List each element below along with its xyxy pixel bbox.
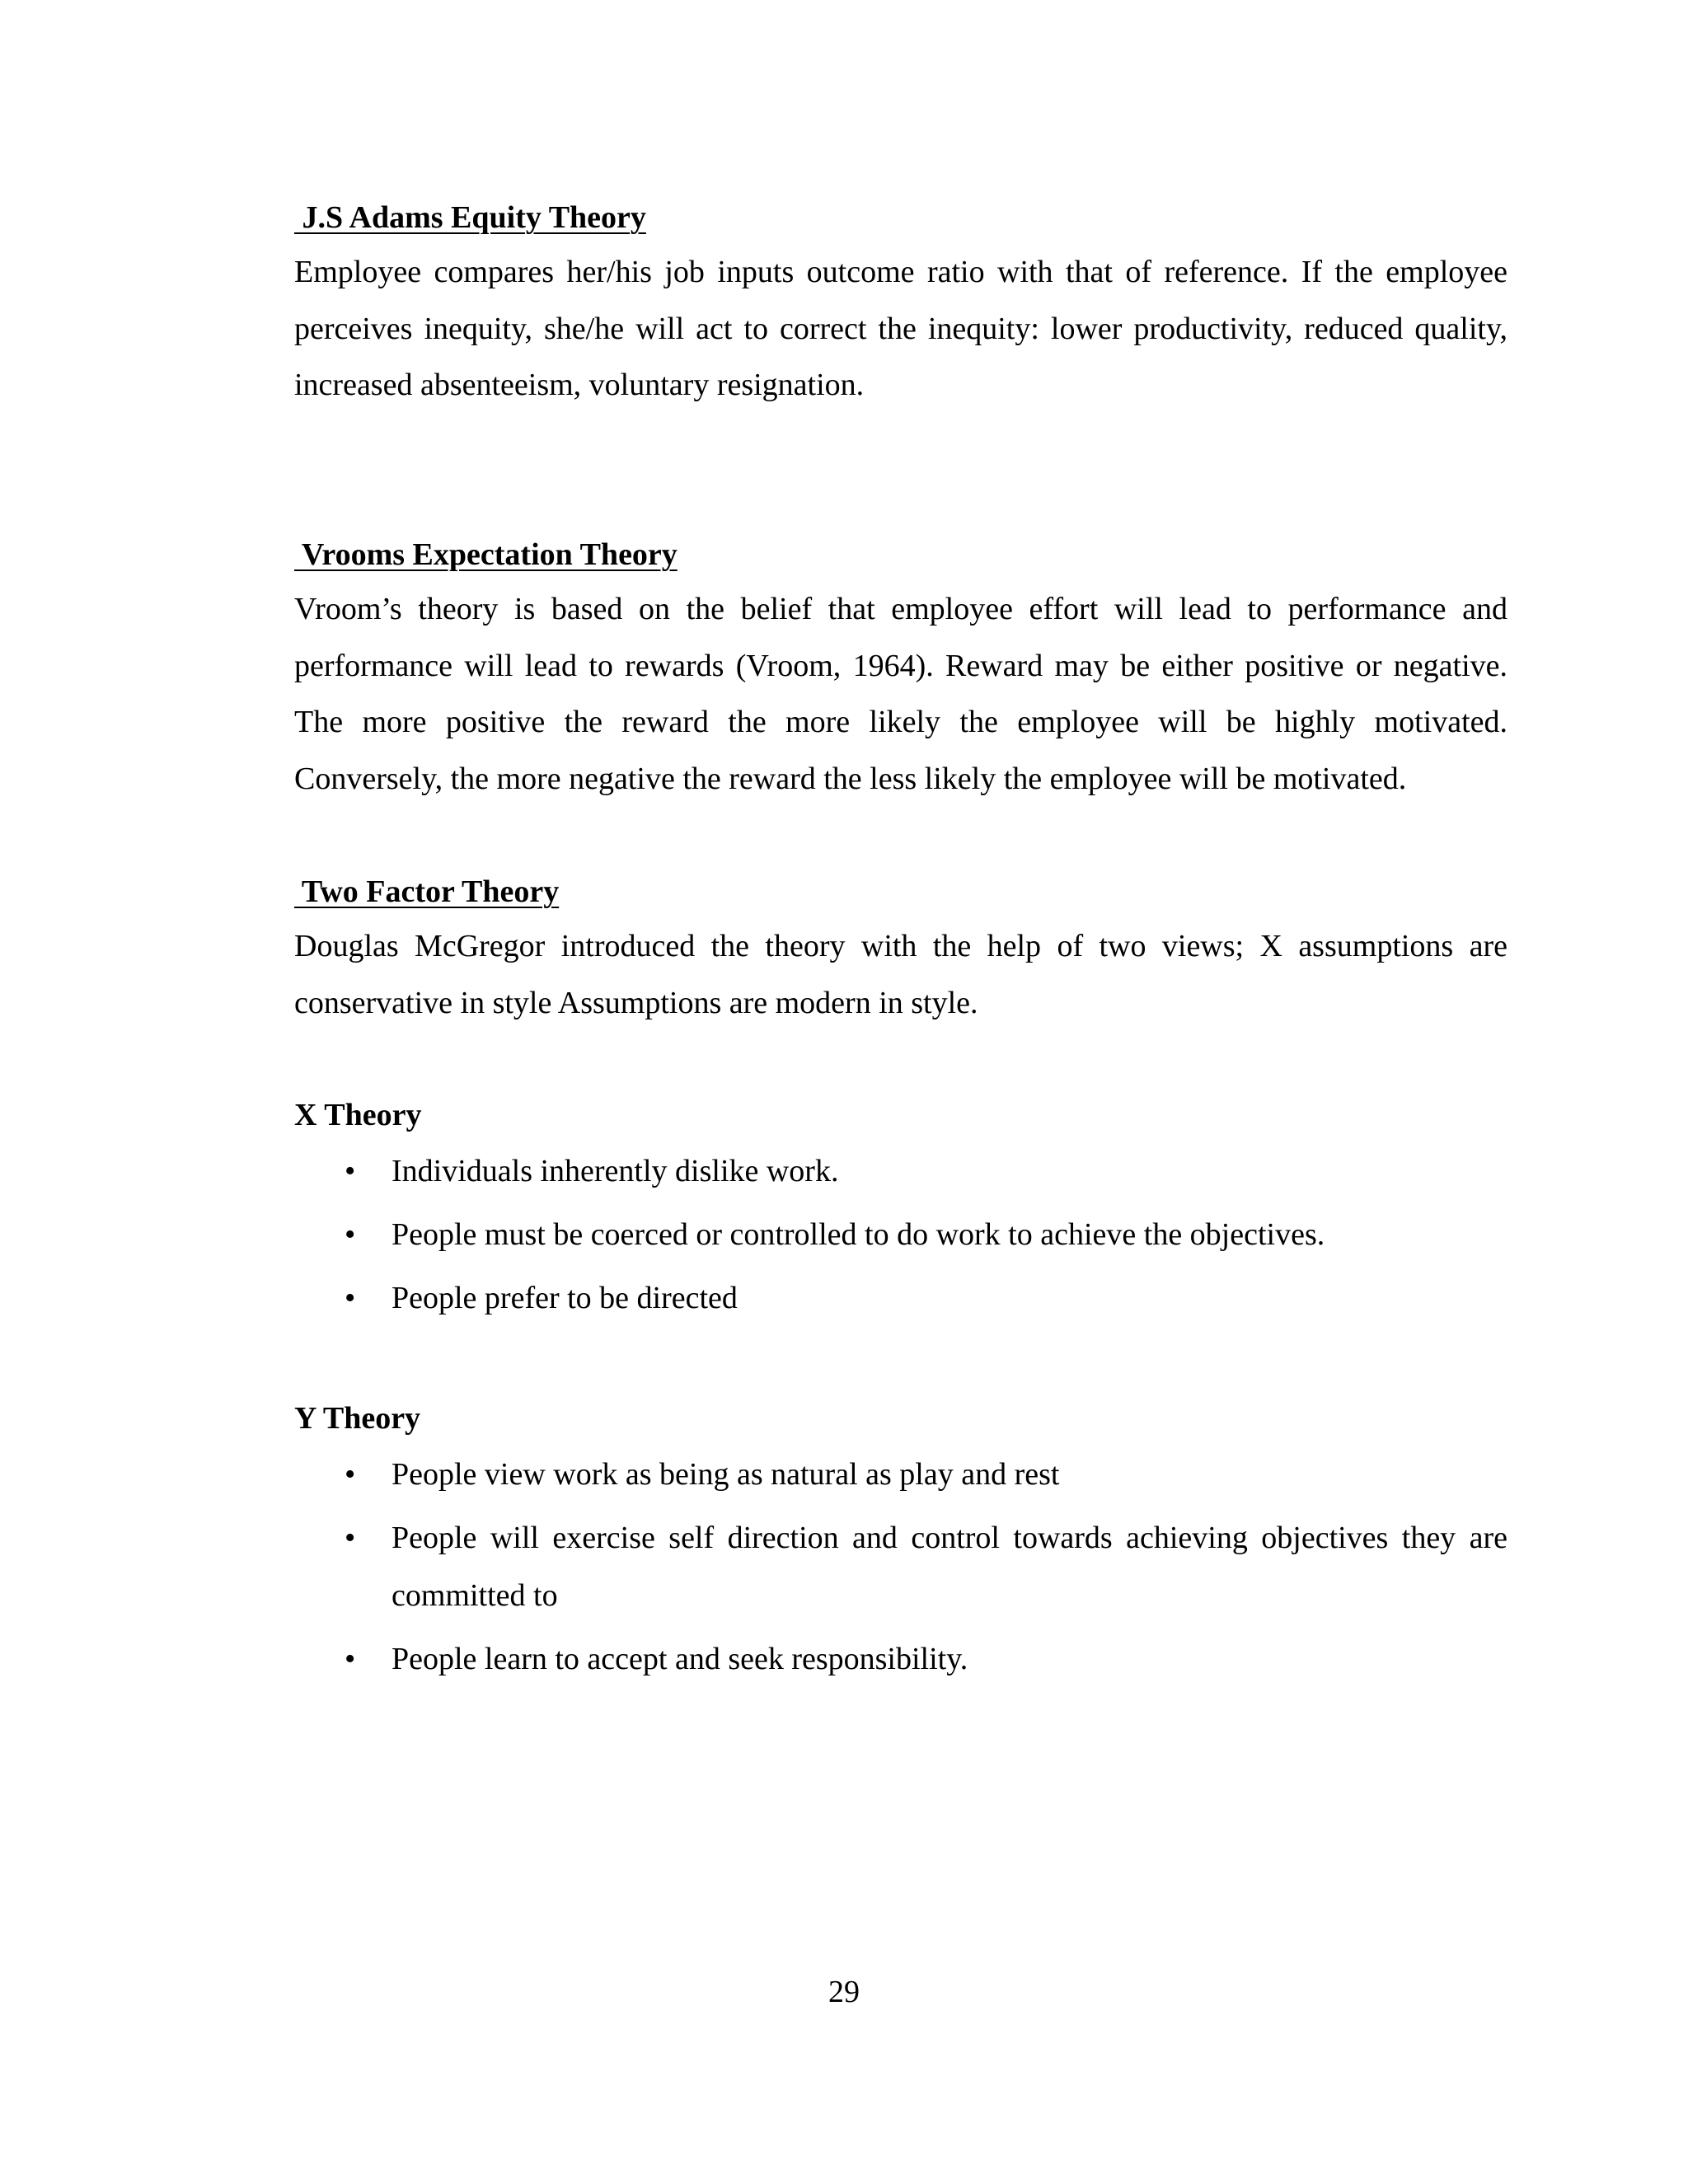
heading-vrooms-expectation-theory: Vrooms Expectation Theory xyxy=(294,537,678,572)
list-item xyxy=(294,1630,1507,1688)
y-theory-list xyxy=(294,1446,1507,1688)
heading-two-factor-theory: Two Factor Theory xyxy=(294,874,560,909)
list-item xyxy=(294,1206,1507,1263)
list-item-text: People learn to accept and seek responsibility. xyxy=(392,1642,968,1676)
list-item xyxy=(294,1142,1507,1200)
bullet-icon: • xyxy=(345,1154,356,1188)
paragraph-adams-equity-theory: Employee compares her/his job inputs outcome ratio with that of reference. If the employee perceives inequity, she/he will act to correct the inequity: lower productivity, reduced quality, increased absenteeism, voluntary resignation. xyxy=(294,255,1507,402)
list-item-text: People prefer to be directed xyxy=(392,1281,738,1315)
heading-x-theory: X Theory xyxy=(294,1098,422,1132)
page-number: 29 xyxy=(828,1975,860,2009)
list-item xyxy=(294,1446,1507,1503)
list-item-text: People view work as being as natural as play and rest xyxy=(392,1457,1060,1492)
list-item-text: Individuals inherently dislike work. xyxy=(392,1154,839,1188)
paragraph-vrooms-expectation-theory: Vroom’s theory is based on the belief that employee effort will lead to performance and performance will lead to rewards (Vroom, 1964). Reward may be either positive or negative. The more positive the reward the more likely the employee will be highly motivated. Conversely, the more negative the reward the less likely the employee will be motivated. xyxy=(294,592,1507,796)
bullet-icon: • xyxy=(345,1521,356,1555)
bullet-icon: • xyxy=(345,1457,356,1492)
paragraph-two-factor-theory: Douglas McGregor introduced the theory with the help of two views; X assumptions are conservative in style Assumptions are modern in style. xyxy=(294,929,1507,1020)
x-theory-list xyxy=(294,1142,1507,1327)
heading-y-theory: Y Theory xyxy=(294,1401,421,1436)
bullet-icon: • xyxy=(345,1642,356,1676)
list-item-text: People must be coerced or controlled to do work to achieve the objectives. xyxy=(392,1217,1325,1252)
list-item xyxy=(294,1269,1507,1327)
heading-adams-equity-theory: J.S Adams Equity Theory xyxy=(294,200,646,235)
list-item-text: People will exercise self direction and control towards achieving objectives they are committed to xyxy=(392,1521,1507,1613)
bullet-icon: • xyxy=(345,1281,356,1315)
bullet-icon: • xyxy=(345,1217,356,1252)
list-item xyxy=(294,1509,1507,1624)
